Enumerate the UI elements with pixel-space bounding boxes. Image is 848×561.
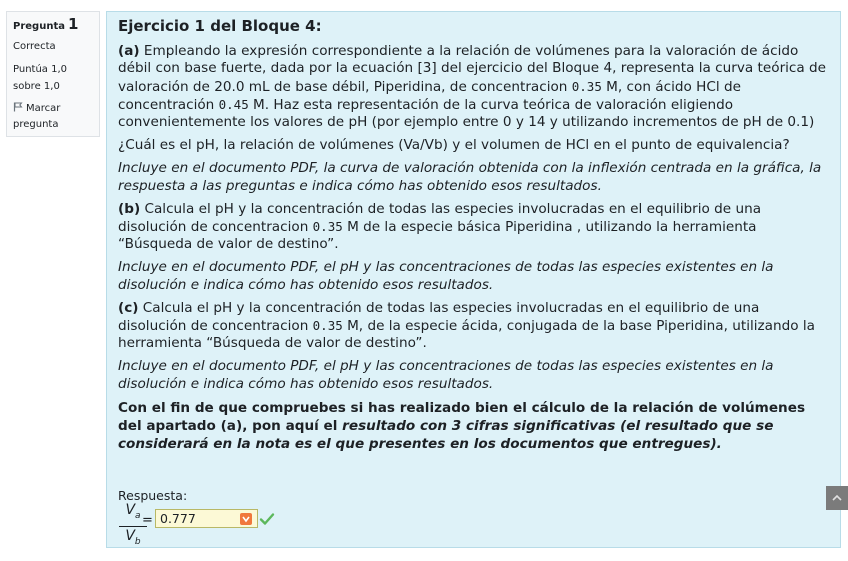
question-title: Ejercicio 1 del Bloque 4: [118, 17, 322, 35]
part-b-text: (b) Calcula el pH y la concentración de todas las especies involucradas en el equilibrio de una disolución de concentracion 0.35 M de la especie básica Piperidina , utilizando la herramienta “Búsqueda de valor de destino”. [118, 200, 762, 253]
feedback-icon[interactable] [240, 513, 252, 525]
check-icon [259, 511, 275, 527]
flag-question-link[interactable] [13, 101, 93, 133]
scroll-top-icon [826, 486, 848, 510]
part-c-text: (c) Calcula el pH y la concentración de todas las especies involucradas en el equilibrio de una disolución de concentracion 0.35 M, de la especie ácida, conjugada de la base Piperidina, utilizando la herramienta “Búsqueda de valor de destino”. [118, 299, 815, 352]
question-number: 1 [67, 15, 79, 33]
flag-icon [13, 102, 23, 112]
scroll-to-top-button[interactable] [826, 486, 848, 510]
question-label: Pregunta [13, 21, 65, 32]
volume-ratio-fraction: $\frac{V_a}{V_b}$ [119, 502, 147, 551]
part-b-note: Incluye en el documento PDF, el pH y las concentraciones de todas las especies existentes en la disolución e indica cómo has obtenido esos resultados. [118, 259, 774, 293]
equals-sign: = [142, 513, 153, 528]
answer-label: Respuesta: [118, 488, 188, 503]
question-state: Correcta [13, 41, 56, 52]
question-formulation [106, 11, 841, 548]
part-c-note: Incluye en el documento PDF, el pH y las concentraciones de todas las especies existentes en la disolución e indica cómo has obtenido esos resultados. [118, 358, 774, 392]
final-instruction: Con el fin de que compruebes si has realizado bien el cálculo de la relación de volúmenes del apartado (a), pon aquí el resultado con 3 cifras significativas (el resultado que se considerará en la nota es el que presentes en los documentos que entregues). [118, 399, 806, 452]
question-info-panel [6, 11, 100, 137]
part-a-text: (a) Empleando la expresión correspondiente a la relación de volúmenes para la valoración de ácido débil con base fuerte, dada por la ecuación [3] del ejercicio del Bloque 4, representa la curva teórica de valoración de 20.0 mL de base débil, Piperidina, de concentracion 0.35 M, con ácido HCl de concentración 0.45 M. Haz esta representación de la curva teórica de valoración eligiendo convenientemente los valores de pH (por ejemplo entre 0 y 14 y utilizando incrementos de pH de 0.1) [118, 43, 827, 131]
part-a-question: ¿Cuál es el pH, la relación de volúmenes (Va/Vb) y el volumen de HCl en el punto de equivalencia? [118, 137, 790, 154]
flag-question-label[interactable]: Marcar pregunta [13, 103, 61, 130]
question-grade: Puntúa 1,0 sobre 1,0 [13, 64, 67, 92]
part-a-note: Incluye en el documento PDF, la curva de valoración obtenida con la inflexión centrada en la gráfica, la respuesta a las preguntas e indica cómo has obtenido esos resultados. [118, 160, 822, 194]
